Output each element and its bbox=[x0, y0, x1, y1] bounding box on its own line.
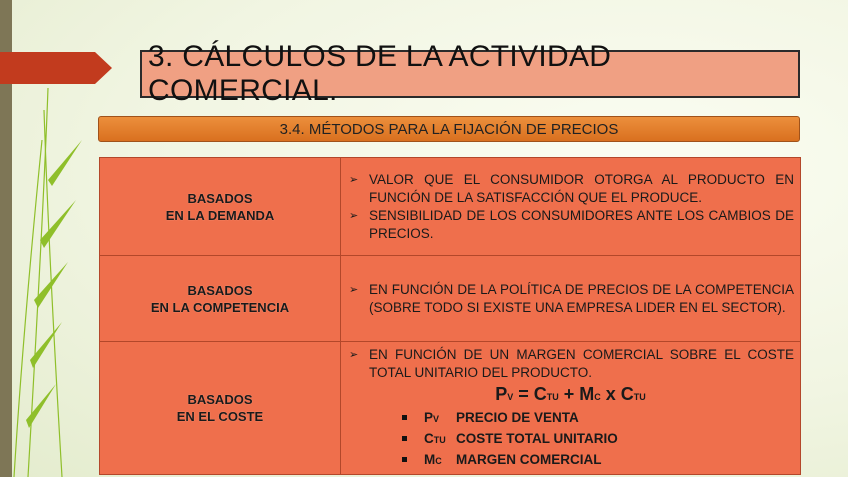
category-demand bbox=[100, 158, 341, 256]
category-label-line2: EN LA DEMANDA bbox=[165, 207, 275, 223]
category-label-line1: BASADOS bbox=[187, 392, 253, 407]
list-item bbox=[347, 171, 794, 207]
category-label-line2: EN LA COMPETENCIA bbox=[150, 299, 290, 315]
bullet-text: SENSIBILIDAD DE LOS CONSUMIDORES ANTE LOS CAMBIOS DE PRECIOS. bbox=[369, 207, 794, 241]
section-subtitle: 3.4. MÉTODOS PARA LA FIJACIÓN DE PRECIOS bbox=[98, 116, 800, 142]
table-row-competition bbox=[100, 256, 801, 342]
arrow-bullet-icon: ➢ bbox=[349, 173, 359, 186]
legend-item: MC MARGEN COMERCIAL bbox=[402, 450, 794, 471]
table-row-demand bbox=[100, 158, 801, 256]
slide-title: 3. CÁLCULOS DE LA ACTIVIDAD COMERCIAL. bbox=[140, 50, 800, 98]
description-competition bbox=[341, 256, 801, 342]
description-cost bbox=[341, 342, 801, 475]
list-item bbox=[347, 346, 794, 382]
square-bullet-icon bbox=[402, 415, 407, 420]
arrow-bullet-icon: ➢ bbox=[349, 209, 359, 222]
square-bullet-icon bbox=[402, 436, 407, 441]
description-demand bbox=[341, 158, 801, 256]
list-item bbox=[347, 207, 794, 243]
formula-legend bbox=[347, 408, 794, 471]
square-bullet-icon bbox=[402, 457, 407, 462]
category-label-line1: BASADOS bbox=[187, 190, 253, 206]
list-item bbox=[347, 281, 794, 317]
arrow-bullet-icon: ➢ bbox=[349, 283, 359, 296]
table-row-cost bbox=[100, 342, 801, 475]
legend-text: COSTE TOTAL UNITARIO bbox=[456, 430, 618, 446]
title-arrow-icon bbox=[0, 0, 120, 100]
bullet-text: EN FUNCIÓN DE UN MARGEN COMERCIAL SOBRE EL COSTE TOTAL UNITARIO DEL PRODUCTO. bbox=[369, 346, 794, 380]
legend-item: CTU COSTE TOTAL UNITARIO bbox=[402, 429, 794, 450]
legend-item: PV PRECIO DE VENTA bbox=[402, 408, 794, 429]
category-cost bbox=[100, 342, 341, 475]
bullet-text: EN FUNCIÓN DE LA POLÍTICA DE PRECIOS DE LA COMPETENCIA (SOBRE TODO SI EXISTE UNA EMPRESA LIDER EN EL SECTOR). bbox=[369, 281, 794, 315]
category-label-line2: EN EL COSTE bbox=[176, 409, 264, 424]
bullet-text: VALOR QUE EL CONSUMIDOR OTORGA AL PRODUCTO EN FUNCIÓN DE LA SATISFACCIÓN QUE EL PRODUCE. bbox=[369, 171, 794, 205]
legend-text: PRECIO DE VENTA bbox=[456, 409, 579, 425]
arrow-bullet-icon: ➢ bbox=[349, 348, 359, 361]
legend-text: MARGEN COMERCIAL bbox=[456, 451, 602, 467]
pricing-methods-table bbox=[99, 157, 801, 475]
category-label-line1: BASADOS bbox=[187, 282, 253, 298]
category-competition bbox=[100, 256, 341, 342]
price-formula: PV = CTU + MC x CTU bbox=[495, 383, 646, 404]
